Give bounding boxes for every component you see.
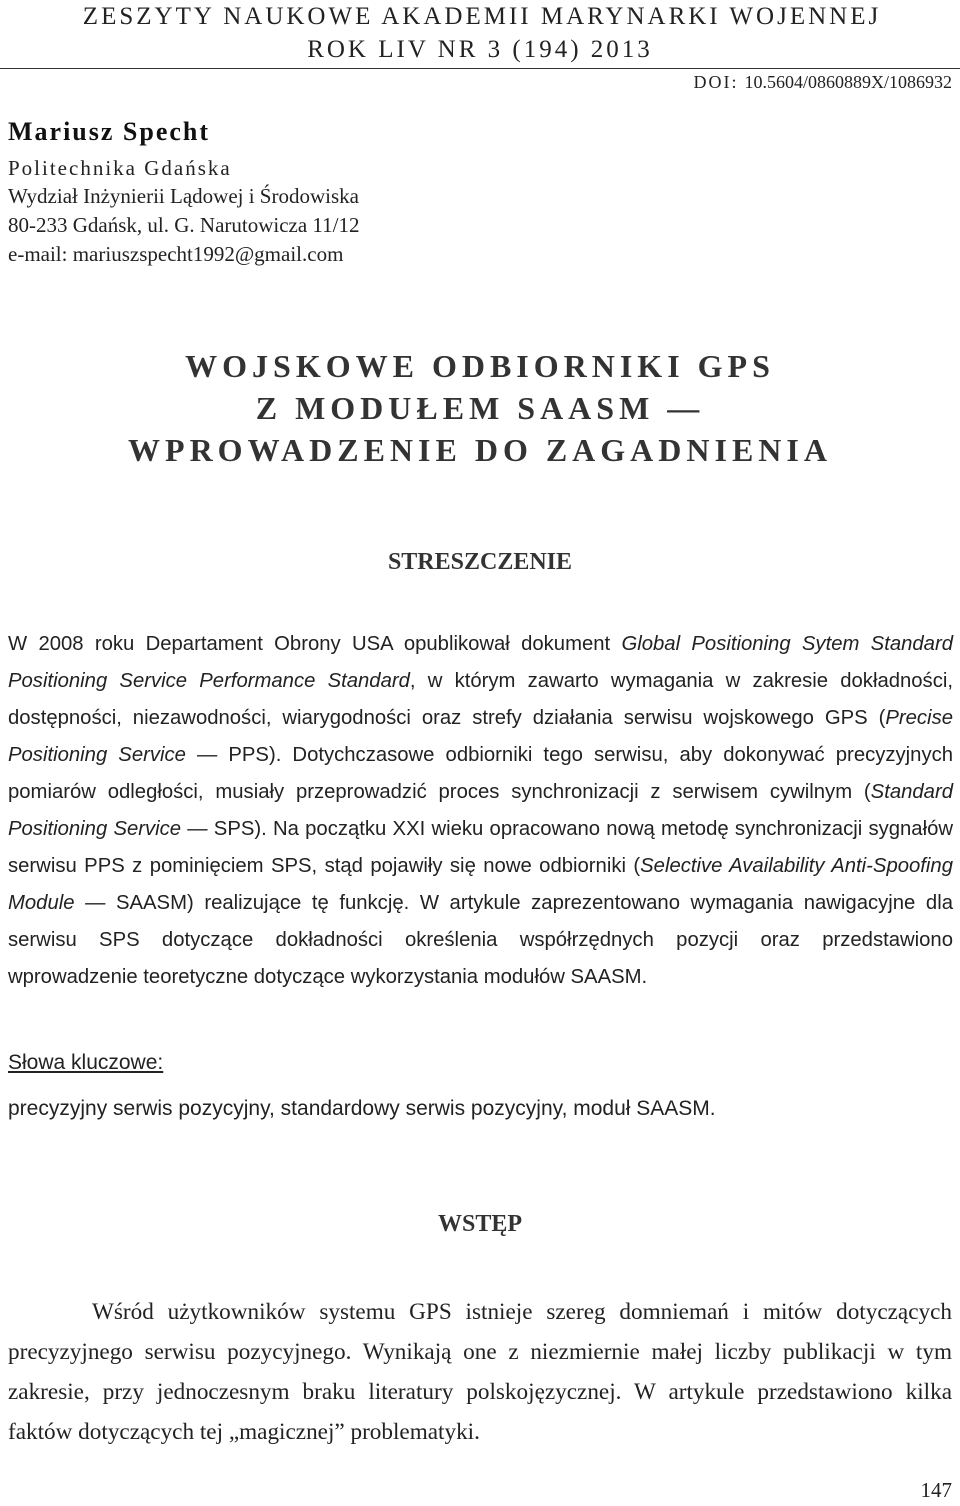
author-name: Mariusz Specht	[8, 117, 211, 146]
abstract-body	[8, 626, 953, 996]
author-email[interactable]: e-mail: mariuszspecht1992@gmail.com	[8, 242, 344, 266]
journal-issue: ROK LIV NR 3 (194) 2013	[307, 36, 653, 63]
paper-title-line-2: Z MODUŁEM SAASM —	[255, 390, 705, 426]
abstract-italic-sps: Standard Positioning Service	[8, 781, 953, 840]
journal-name: ZESZYTY NAUKOWE AKADEMII MARYNARKI WOJENNEJ	[82, 3, 882, 30]
introduction-paragraph: Wśród użytkowników systemu GPS istnieje szereg domniemań i mitów dotyczących precyzyjnego serwisu pozycyjnego. Wynikają one z niezmiernie małej liczby publikacji w tym zakresie, przy jednoczesnym braku literatury polskojęzycznej. W artykule przedstawiono kilka faktów dotyczących tej „magicznej” problematyki.	[8, 1299, 952, 1445]
doi-label: DOI:	[693, 72, 739, 92]
abstract-text: W 2008 roku Departament Obrony USA opublikował dokument	[8, 633, 622, 655]
abstract-heading: STRESZCZENIE	[387, 549, 573, 575]
paper-title-line-3: WPROWADZENIE DO ZAGADNIENIA	[128, 432, 832, 468]
abstract-italic-pps: Precise Positioning Service	[8, 707, 953, 766]
doi-value[interactable]: 10.5604/0860889X/1086932	[744, 72, 952, 92]
author-university: Politechnika Gdańska	[8, 156, 232, 180]
paper-title-line-1: WOJSKOWE ODBIORNIKI GPS	[185, 348, 775, 384]
introduction-heading: WSTĘP	[437, 1211, 523, 1237]
abstract-italic-saasm: Selective Availability Anti-Spoofing Module	[8, 855, 953, 914]
keywords-label: Słowa kluczowe:	[8, 1051, 164, 1074]
abstract-text: — SAASM) realizujące tę funkcję. W artykule zaprezentowano wymagania nawigacyjne dla serwisu SPS dotyczące dokładności określenia współrzędnych pozycji oraz przedstawiono wprowadzenie teoretyczne dotyczące wykorzystania modułów SAASM.	[8, 892, 953, 988]
abstract-text: — SPS). Na początku XXI wieku opracowano nową metodę synchronizacji sygnałów serwisu PPS z pominięciem SPS, stąd pojawiły się nowe odbiorniki (	[8, 818, 953, 877]
abstract-text: — PPS). Dotychczasowe odbiorniki tego serwisu, aby dokonywać precyzyjnych pomiarów odległości, musiały przeprowadzić proces synchronizacji z serwisem cywilnym (	[8, 744, 954, 803]
author-address: 80-233 Gdańsk, ul. G. Narutowicza 11/12	[8, 213, 360, 237]
doi	[693, 70, 952, 94]
author-department: Wydział Inżynierii Lądowej i Środowiska	[8, 184, 359, 208]
page-number: 147	[920, 1478, 952, 1502]
abstract-text: , w którym zawarto wymagania w zakresie dokładności, dostępności, niezawodności, wiarygodności oraz strefy działania serwisu wojskowego GPS (	[8, 670, 953, 729]
keywords-text: precyzyjny serwis pozycyjny, standardowy serwis pozycyjny, moduł SAASM.	[8, 1097, 716, 1120]
header-rule	[0, 68, 960, 69]
abstract-italic-title: Global Positioning Sytem Standard Positioning Service Performance Standard	[8, 633, 953, 692]
